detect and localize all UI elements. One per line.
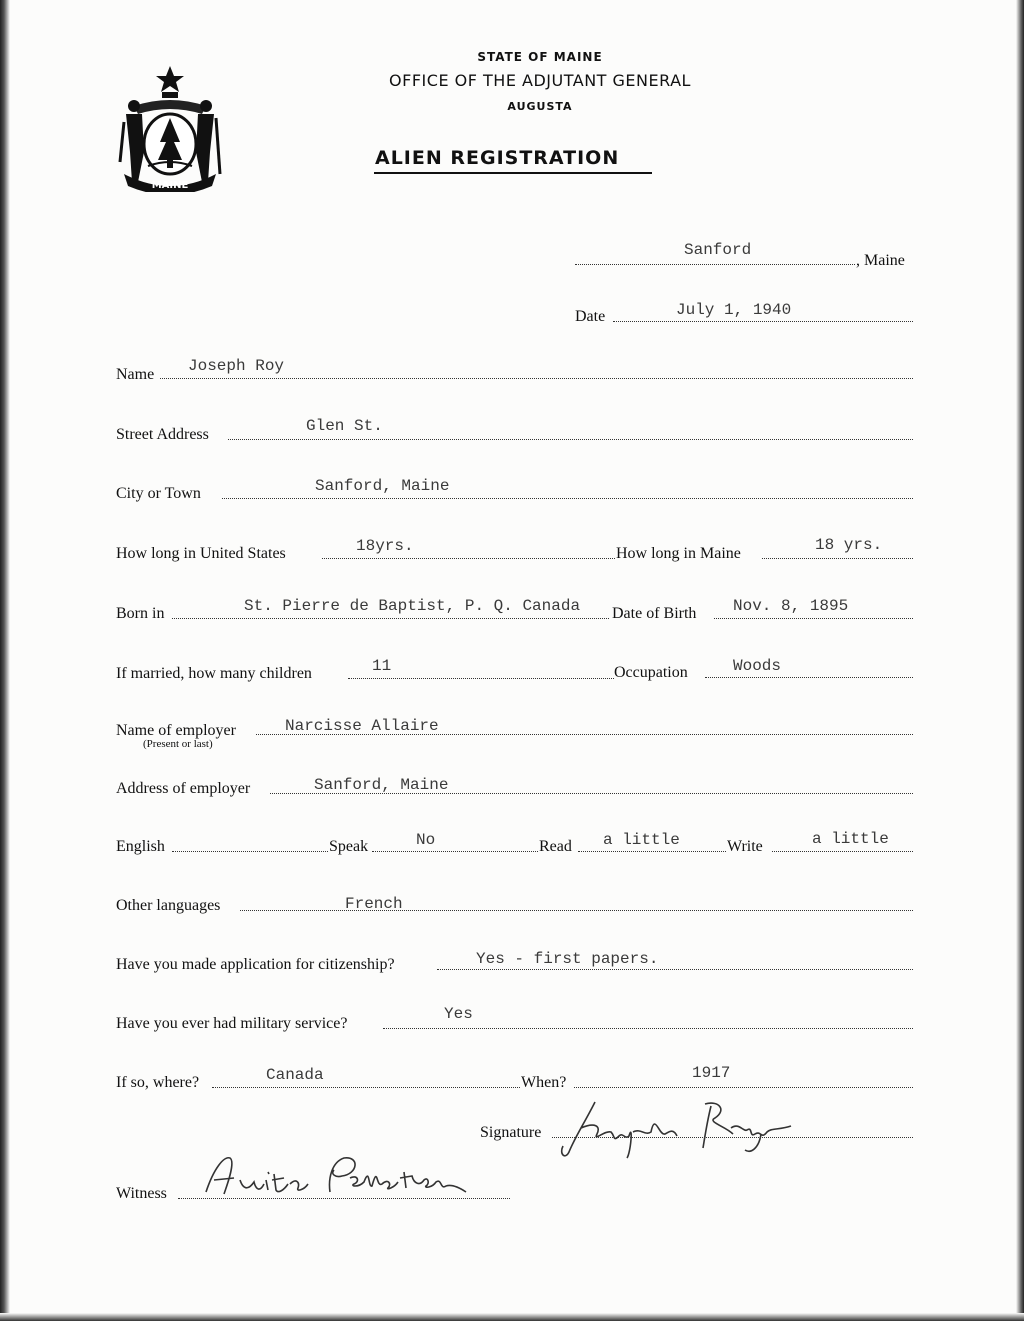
other-languages-value[interactable]: French [345, 895, 403, 913]
scan-edge-right [1016, 0, 1024, 1321]
date-of-birth-line [714, 618, 913, 619]
when-label: When? [521, 1074, 567, 1091]
how-long-maine-value[interactable]: 18 yrs. [815, 536, 883, 554]
children-line [348, 678, 614, 679]
employer-address-label: Address of employer [116, 780, 251, 797]
born-in-value[interactable]: St. Pierre de Baptist, P. Q. Canada [244, 597, 581, 615]
date-label: Date [575, 308, 606, 325]
employer-name-value[interactable]: Narcisse Allaire [285, 717, 439, 735]
write-label: Write [727, 838, 763, 855]
where-label: If so, where? [116, 1074, 200, 1091]
how-long-maine-label: How long in Maine [616, 545, 741, 562]
date-line [613, 321, 913, 322]
date-of-birth-value[interactable]: Nov. 8, 1895 [733, 597, 849, 615]
read-line [578, 851, 726, 852]
place-suffix: , Maine [856, 252, 905, 269]
how-long-us-value[interactable]: 18yrs. [356, 537, 414, 555]
where-value[interactable]: Canada [266, 1066, 324, 1084]
name-value[interactable]: Joseph Roy [188, 357, 285, 375]
citizenship-label: Have you made application for citizenship? [116, 956, 395, 973]
speak-value[interactable]: No [416, 831, 436, 849]
place-line [575, 264, 855, 265]
witness-label: Witness [116, 1185, 167, 1202]
date-of-birth-label: Date of Birth [612, 605, 697, 622]
born-in-line [172, 618, 609, 619]
read-value[interactable]: a little [603, 831, 680, 849]
write-value[interactable]: a little [812, 830, 889, 848]
occupation-label: Occupation [614, 664, 688, 681]
english-line [172, 851, 328, 852]
citizenship-value[interactable]: Yes - first papers. [476, 950, 659, 968]
name-line [160, 378, 913, 379]
how-long-us-label: How long in United States [116, 545, 286, 562]
scan-edge-left [0, 0, 10, 1321]
street-address-line [228, 439, 913, 440]
form-title: ALIEN REGISTRATION [375, 147, 620, 169]
read-label: Read [539, 838, 572, 855]
english-label: English [116, 838, 165, 855]
how-long-us-line [322, 558, 615, 559]
seal-text: MAINE [151, 180, 189, 191]
header-office: OFFICE OF THE ADJUTANT GENERAL [389, 71, 691, 90]
citizenship-line [437, 969, 913, 970]
write-line [772, 851, 913, 852]
scan-edge-bottom [0, 1313, 1024, 1321]
occupation-value[interactable]: Woods [733, 657, 782, 675]
maine-state-seal-icon [116, 62, 224, 192]
speak-line [372, 851, 538, 852]
employer-name-label: Name of employer [116, 722, 236, 739]
military-line [383, 1028, 913, 1029]
city-label: City or Town [116, 485, 201, 502]
other-languages-line [240, 910, 913, 911]
when-value[interactable]: 1917 [692, 1064, 731, 1082]
name-label: Name [116, 366, 155, 383]
street-address-label: Street Address [116, 426, 209, 443]
children-label: If married, how many children [116, 665, 312, 682]
signature-handwriting[interactable] [555, 1092, 805, 1162]
header-city: AUGUSTA [507, 100, 573, 113]
military-label: Have you ever had military service? [116, 1015, 348, 1032]
when-line [574, 1087, 913, 1088]
how-long-maine-line [762, 558, 913, 559]
other-languages-label: Other languages [116, 897, 221, 914]
place-value[interactable]: Sanford [684, 241, 752, 259]
header-state: STATE OF MAINE [477, 50, 603, 64]
employer-name-sublabel: (Present or last) [143, 738, 213, 750]
children-value[interactable]: 11 [372, 657, 392, 675]
occupation-line [705, 677, 913, 678]
street-address-value[interactable]: Glen St. [306, 417, 383, 435]
title-underline [374, 172, 652, 174]
military-value[interactable]: Yes [444, 1005, 473, 1023]
city-value[interactable]: Sanford, Maine [315, 477, 450, 495]
where-line [212, 1087, 520, 1088]
date-value[interactable]: July 1, 1940 [676, 301, 792, 319]
signature-label: Signature [480, 1124, 542, 1141]
employer-address-value[interactable]: Sanford, Maine [314, 776, 449, 794]
witness-handwriting[interactable] [200, 1148, 490, 1208]
city-line [222, 498, 913, 499]
speak-label: Speak [329, 838, 369, 855]
born-in-label: Born in [116, 605, 165, 622]
